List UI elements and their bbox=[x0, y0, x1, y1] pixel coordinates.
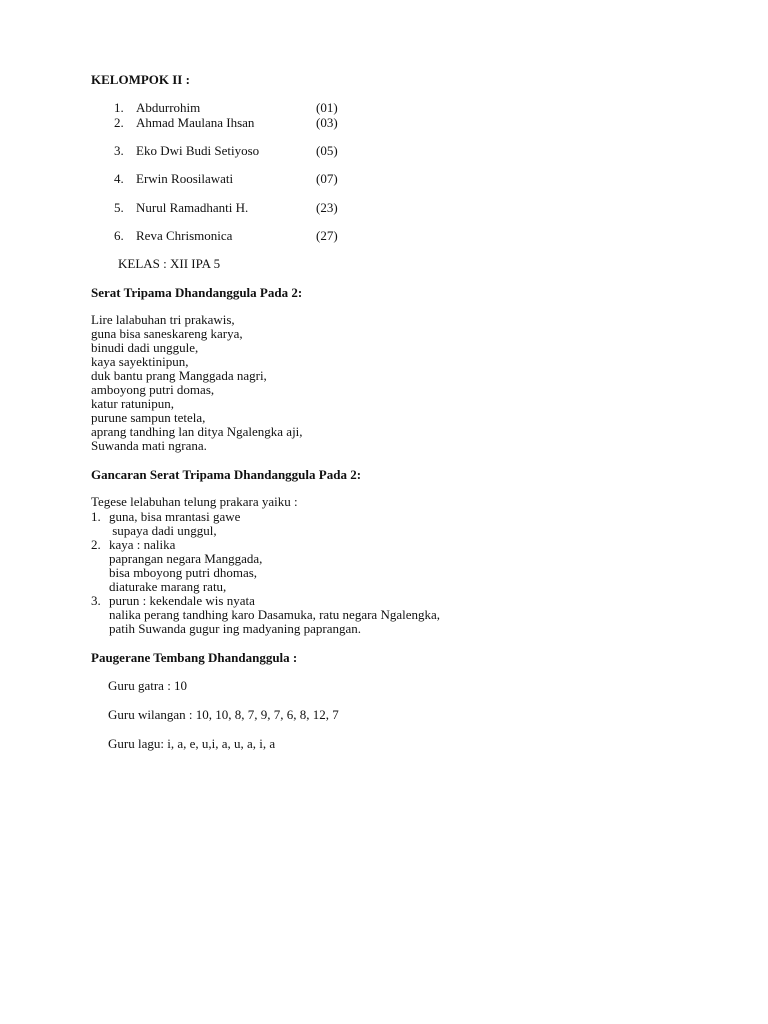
member-number: 3. bbox=[114, 143, 124, 158]
stanza-line: binudi dadi unggule, bbox=[91, 340, 199, 355]
gancaran-list bbox=[91, 510, 440, 636]
member-number: 5. bbox=[114, 200, 124, 215]
stanza-line: purune sampun tetela, bbox=[91, 410, 206, 425]
stanza-line: kaya sayektinipun, bbox=[91, 354, 189, 369]
list-item bbox=[91, 594, 440, 636]
member-id: (01) bbox=[316, 100, 338, 115]
list-item-line: diaturake marang ratu, bbox=[109, 579, 227, 594]
stanza-line: Suwanda mati ngrana. bbox=[91, 438, 207, 453]
member-id: (03) bbox=[316, 115, 338, 130]
stanza-line: duk bantu prang Manggada nagri, bbox=[91, 368, 267, 383]
list-item-line: nalika perang tandhing karo Dasamuka, ratu negara Ngalengka, bbox=[109, 607, 441, 622]
stanza-line: aprang tandhing lan ditya Ngalengka aji, bbox=[91, 424, 303, 439]
list-item bbox=[91, 510, 440, 538]
member-id: (23) bbox=[316, 200, 338, 215]
member-number: 1. bbox=[114, 100, 124, 115]
list-item-line: bisa mboyong putri dhomas, bbox=[109, 565, 258, 580]
serat-heading: Serat Tripama Dhandanggula Pada 2: bbox=[91, 285, 303, 300]
member-name: Nurul Ramadhanti H. bbox=[136, 200, 249, 215]
list-item-line: paprangan negara Manggada, bbox=[109, 551, 263, 566]
class-label: KELAS : XII IPA 5 bbox=[118, 256, 221, 271]
member-name: Reva Chrismonica bbox=[136, 228, 233, 243]
member-name: Ahmad Maulana Ihsan bbox=[136, 115, 255, 130]
group-heading: KELOMPOK II : bbox=[91, 72, 190, 87]
gancaran-intro: Tegese lelabuhan telung prakara yaiku : bbox=[91, 494, 298, 509]
member-name: Abdurrohim bbox=[136, 100, 201, 115]
guru-wilangan: Guru wilangan : 10, 10, 8, 7, 9, 7, 6, 8, 12, 7 bbox=[108, 707, 339, 722]
list-item bbox=[91, 538, 440, 594]
list-item-line: patih Suwanda gugur ing madyaning paprangan. bbox=[109, 621, 361, 636]
stanza-line: Lire lalabuhan tri prakawis, bbox=[91, 312, 235, 327]
guru-lagu: Guru lagu: i, a, e, u,i, a, u, a, i, a bbox=[108, 736, 276, 751]
member-number: 2. bbox=[114, 115, 124, 130]
member-id: (27) bbox=[316, 228, 338, 243]
guru-gatra: Guru gatra : 10 bbox=[108, 678, 188, 693]
member-id: (05) bbox=[316, 143, 338, 158]
list-item-line: guna, bisa mrantasi gawe bbox=[109, 509, 241, 524]
stanza-line: guna bisa saneskareng karya, bbox=[91, 326, 243, 341]
list-item-number: 3. bbox=[91, 593, 101, 608]
list-item-line: purun : kekendale wis nyata bbox=[109, 593, 255, 608]
serat-stanza bbox=[91, 313, 303, 453]
member-name: Eko Dwi Budi Setiyoso bbox=[136, 143, 260, 158]
member-name: Erwin Roosilawati bbox=[136, 171, 234, 186]
list-item-line: supaya dadi unggul, bbox=[109, 523, 217, 538]
member-id: (07) bbox=[316, 171, 338, 186]
gancaran-heading: Gancaran Serat Tripama Dhandanggula Pada 2: bbox=[91, 467, 362, 482]
stanza-line: katur ratunipun, bbox=[91, 396, 175, 411]
stanza-line: amboyong putri domas, bbox=[91, 382, 215, 397]
member-number: 6. bbox=[114, 228, 124, 243]
paugeran-heading: Paugerane Tembang Dhandanggula : bbox=[91, 650, 298, 665]
list-item-line: kaya : nalika bbox=[109, 537, 176, 552]
member-number: 4. bbox=[114, 171, 124, 186]
list-item-number: 2. bbox=[91, 537, 101, 552]
list-item-number: 1. bbox=[91, 509, 101, 524]
